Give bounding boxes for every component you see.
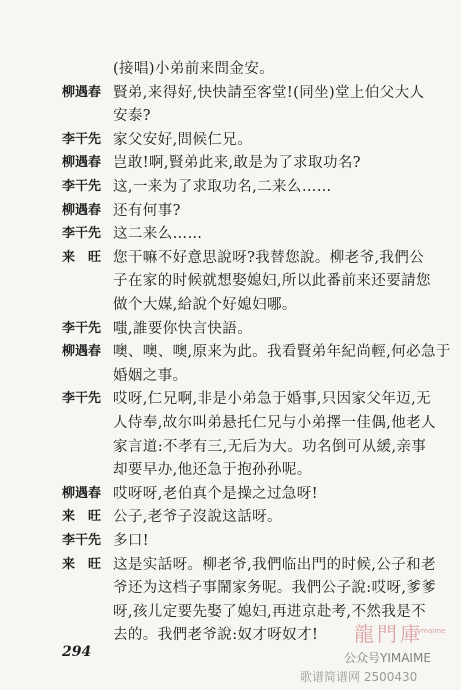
dialogue-text: 子在家的时候就想娶媳妇,所以此番前来还要請您	[113, 273, 431, 290]
watermark-small-text: ymaime	[417, 627, 446, 635]
dialogue-text: 婚姻之事。	[113, 367, 188, 384]
dialogue-line	[0, 82, 461, 104]
speaker-name: 李干先	[62, 320, 102, 336]
dialogue-line	[0, 294, 461, 316]
dialogue-line	[0, 200, 461, 222]
speaker-name: 李干先	[62, 226, 102, 242]
dialogue-line	[0, 129, 461, 151]
speaker-name: 李干先	[62, 391, 102, 407]
speaker-name: 李干先	[62, 179, 102, 194]
dialogue-text: 岂敢!啊,賢弟此来,敢是为了求取功名?	[113, 155, 361, 172]
dialogue-text: 哎呀,仁兄啊,非是小弟急于婚事,只因家父年迈,无	[113, 391, 432, 408]
dialogue-text: 这二来么……	[113, 226, 203, 243]
dialogue-line	[0, 365, 461, 387]
dialogue-text: 还有何事?	[113, 202, 181, 219]
dialogue-line	[0, 388, 461, 410]
dialogue-line	[0, 247, 461, 269]
dialogue-line	[0, 554, 461, 576]
dialogue-line	[0, 176, 461, 198]
dialogue-line	[0, 341, 461, 363]
dialogue-line	[0, 318, 461, 340]
speaker-name: 来 旺	[62, 509, 102, 525]
speaker-name: 来 旺	[62, 249, 102, 265]
watermark-logo: 龍門庫	[354, 622, 423, 646]
watermark-site: 歌谱简谱网 2500430	[300, 670, 418, 684]
dialogue-line	[0, 223, 461, 245]
dialogue-text: 多口!	[113, 533, 150, 549]
dialogue-text: 嗤,誰要你快言快語。	[113, 320, 253, 337]
dialogue-line	[0, 270, 461, 292]
speaker-name: 柳遇春	[62, 155, 102, 171]
dialogue-text: 爷还为这档子事鬧家务呢。我們公子說:哎呀,爹爹	[113, 580, 437, 597]
page-number: 294	[62, 644, 92, 660]
dialogue-line	[0, 152, 461, 174]
dialogue-text: 公子,老爷子沒說这話呀。	[113, 509, 282, 526]
dialogue-line	[0, 58, 461, 80]
dialogue-line	[0, 506, 461, 528]
dialogue-text: 却要早办,他还急于抱孙孙呢。	[113, 462, 312, 479]
speaker-name: 柳遇春	[62, 344, 102, 360]
dialogue-line	[0, 436, 461, 458]
dialogue-text: 去的。我們老爷說:奴才呀奴才!	[113, 627, 319, 644]
speaker-name: 柳遇春	[62, 485, 102, 501]
speaker-name: 柳遇春	[62, 202, 102, 218]
watermark-account: 公众号YIMAIME	[344, 651, 431, 665]
dialogue-text: 这,一来为了求取功名,二来么……	[113, 179, 332, 195]
dialogue-text: 家父安好,問候仁兄。	[113, 131, 253, 148]
speaker-name: 李干先	[62, 533, 102, 548]
dialogue-text: 安泰?	[113, 108, 151, 125]
speaker-name: 来 旺	[62, 556, 102, 572]
dialogue-line	[0, 577, 461, 599]
dialogue-line	[0, 105, 461, 127]
speaker-name: 柳遇春	[62, 84, 102, 100]
dialogue-text: 呀,孩儿定要先娶了媳妇,再进京赴考,不然我是不	[113, 603, 427, 620]
dialogue-line	[0, 459, 461, 481]
dialogue-text: (接唱)小弟前来問金安。	[113, 61, 275, 77]
dialogue-text: 賢弟,来得好,快快請至客堂!(同坐)堂上伯父大人	[113, 84, 425, 101]
dialogue-text: 哎呀呀,老伯真个是操之过急呀!	[113, 485, 318, 502]
dialogue-line	[0, 483, 461, 505]
dialogue-text: 噢、噢、噢,原来为此。我看賢弟年紀尚輕,何必急于	[113, 344, 451, 361]
dialogue-line	[0, 530, 461, 552]
dialogue-line	[0, 412, 461, 434]
dialogue-text: 人侍奉,故尔叫弟悬托仁兄与小弟擇一佳偶,他老人	[113, 415, 436, 431]
dialogue-text: 您干嘛不好意思說呀?我替您說。柳老爷,我們公	[113, 249, 425, 266]
dialogue-text: 这是实話呀。柳老爷,我們临出門的时候,公子和老	[113, 556, 436, 573]
dialogue-text: 做个大媒,給說个好媳妇哪。	[113, 297, 297, 313]
dialogue-text: 家言道:不孝有三,无后为大。功名倒可从緩,亲事	[113, 438, 427, 455]
speaker-name: 李干先	[62, 131, 102, 147]
